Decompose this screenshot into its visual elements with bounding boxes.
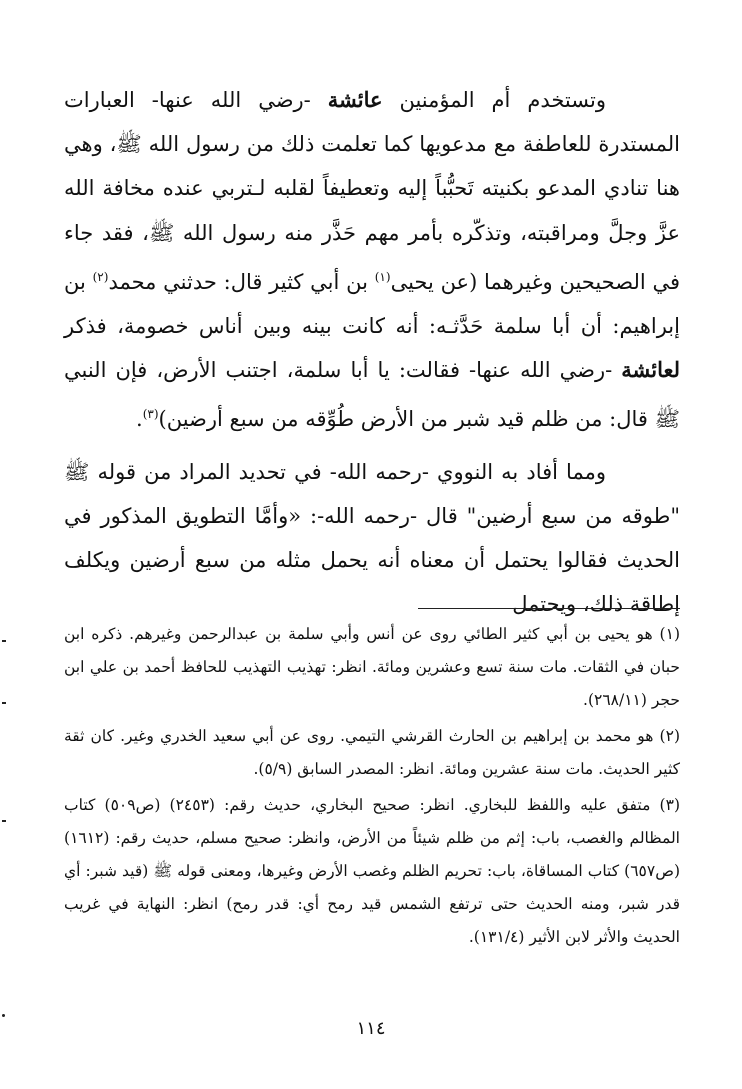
footnote-2: (٢) هو محمد بن إبراهيم بن الحارث القرشي التيمي. روى عن أبي سعيد الخدري وغير. كان ثقة كثير الحديث. مات سنة عشرين ومائة. انظر: المصدر السابق (٥/٩).	[64, 727, 680, 778]
footnote-1: (١) هو يحيى بن أبي كثير الطائي روى عن أنس وأبي سلمة بن عبدالرحمن وغيرهم. ذكره ابن حبان في الثقات. مات سنة تسع وعشرين ومائة. انظر: تهذيب التهذيب للحافظ أحمد بن علي ابن حجر (٢٦٨/١١).	[64, 625, 680, 709]
footnote-3: (٣) متفق عليه واللفظ للبخاري. انظر: صحيح البخاري، حديث رقم: (٢٤٥٣) (ص٥٠٩) كتاب المظالم والغصب، باب: إثم من ظلم شيئاً من الأرض، وانظر: صحيح مسلم، حديث رقم: (١٦١٢) (ص٦٥٧) كتاب المساقاة، باب: تحريم الظلم وغصب الأرض وغيرها، ومعنى قوله ﷺ (قيد شبر: أي قدر شبر، ومنه الحديث حتى ترتفع الشمس قيد رمح أي: قدر رمح) انظر: النهاية في غريب الحديث والأثر لابن الأثير (١٣١/٤).	[64, 796, 680, 946]
footnote-marker-3: (٣)	[142, 407, 159, 422]
margin-mark	[2, 640, 6, 642]
name-aisha-2: لعائشة	[621, 357, 680, 383]
footnotes	[64, 618, 680, 954]
footnote-marker-2: (٢)	[92, 269, 109, 284]
margin-mark	[2, 1014, 5, 1017]
footnote-marker-1: (١)	[374, 269, 391, 284]
main-text	[64, 78, 680, 626]
paragraph-1: وتستخدم أم المؤمنين عائشة -رضي الله عنها- العبارات المستدرة للعاطفة مع مدعويها كما تعلمت ذلك من رسول الله ﷺ، وهي هنا تنادي المدعو بكنيته تَحبُّباً إليه وتعطيفاً لقلبه لـتربي عنده مخافة الله عزَّ وجلَّ ومراقبته، وتذكّره بأمر مهم حَذَّر منه رسول الله ﷺ، فقد جاء في الصحيحين وغيرهما (عن يحيى$^{(١)}$ بن أبي كثير قال: حدثني محمد$^{(٢)}$ بن إبراهيم: أن أبا سلمة حَدَّثـه: أنه كانت بينه وبين أناس خصومة، فذكر لعائشة -رضي الله عنها- فقالت: يا أبا سلمة، اجتنب الأرض، فإن النبي ﷺ قال: من ظلم قيد شبر من الأرض طُوِّقه من سبع أرضين)$^{(٣)}$.	[64, 87, 680, 432]
name-aisha: عائشة	[327, 87, 383, 112]
footnote-separator	[418, 608, 680, 609]
margin-mark	[2, 702, 6, 704]
margin-mark	[2, 820, 6, 822]
page-number: ١١٤	[356, 1018, 386, 1039]
paragraph-2: ومما أفاد به النووي -رحمه الله- في تحديد المراد من قوله ﷺ "طوقه من سبع أرضين" قال -رحمه الله-: «وأمَّا التطويق المذكور في الحديث فقالوا يحتمل أن معناه أنه يحمل مثله من سبع أرضين ويكلف إطاقة ذلك، ويحتمل	[64, 459, 680, 617]
